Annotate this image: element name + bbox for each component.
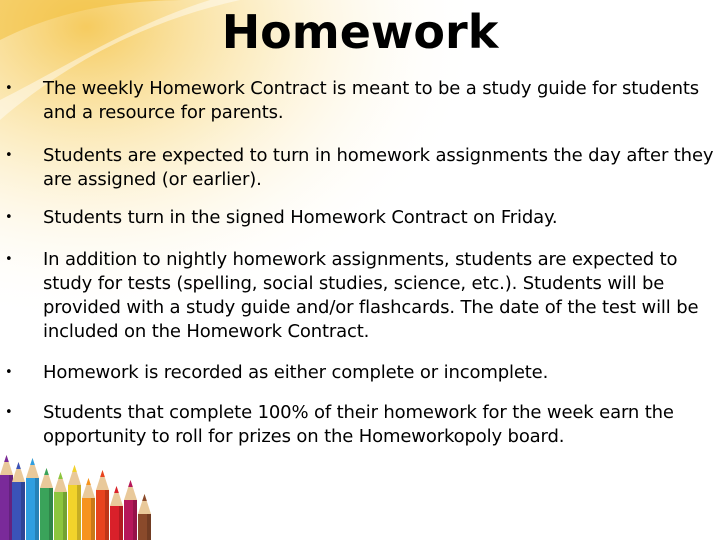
- bullet-marker: •: [5, 405, 13, 420]
- bullet-marker: •: [5, 81, 13, 96]
- bullet-marker: •: [5, 365, 13, 380]
- bullet-marker: •: [5, 252, 13, 267]
- bullet-text: In addition to nightly homework assignments, students are expected to study for tests (spelling, social studies, science, etc.). Students will be provided with a study guide and/or flashcards. The date of the test will be included on the Homework Contract.: [43, 249, 699, 342]
- bullet-text: The weekly Homework Contract is meant to be a study guide for students and a resource for parents.: [43, 78, 700, 123]
- bullet-marker: •: [5, 148, 13, 163]
- bullet-text: Students are expected to turn in homework assignments the day after they are assigned (or earlier).: [43, 145, 714, 190]
- bullet-text: Homework is recorded as either complete or incomplete.: [43, 362, 549, 383]
- bullet-marker: •: [5, 210, 13, 225]
- slide-title: Homework: [221, 5, 499, 59]
- bullet-text: Students turn in the signed Homework Contract on Friday.: [43, 207, 558, 228]
- bullet-text: Students that complete 100% of their homework for the week earn the opportunity to roll for prizes on the Homeworkopoly board.: [43, 402, 674, 447]
